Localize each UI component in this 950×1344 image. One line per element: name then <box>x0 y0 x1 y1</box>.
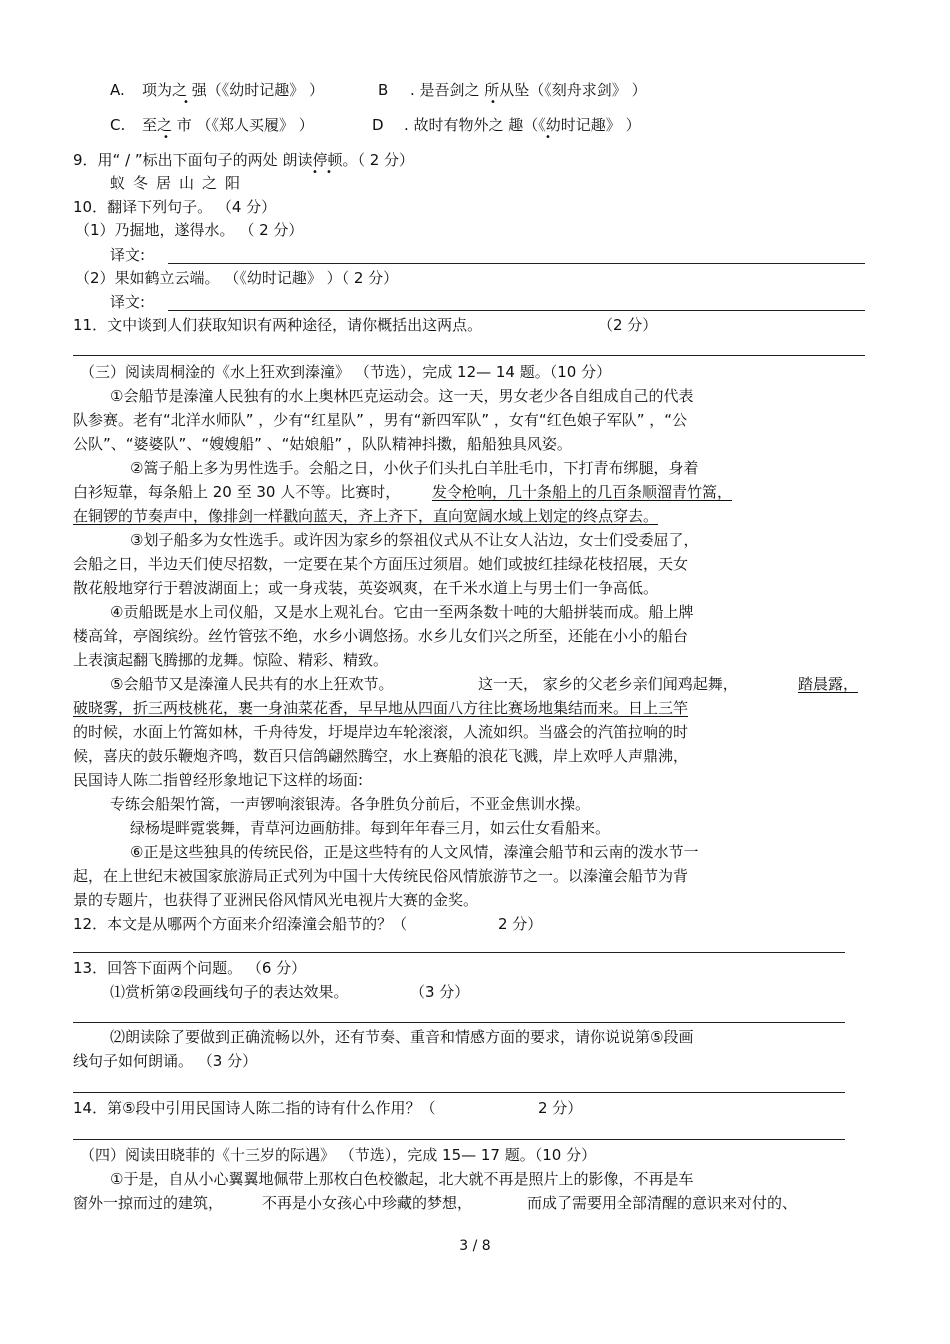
q13-sub-2: ⑵朗读除了要做到正确流畅以外，还有节奏、重音和情感方面的要求，请你说说第⑤段画 <box>110 1028 694 1046</box>
passage-line: 会船之日，半边天们使尽招数，一定要在某个方面压过须眉。她们或披红挂绿花枝招展，天女 <box>73 555 689 573</box>
passage-line: 窗外一掠而过的建筑， <box>73 1194 224 1212</box>
passage-line: ③划子船多为女性选手。或许因为家乡的祭祖仪式从不让女人沾边，女士们受委屈了， <box>130 531 699 549</box>
answer-line[interactable] <box>73 355 865 356</box>
q11-score: （2 分） <box>598 316 658 334</box>
passage-line: ④贡船既是水上司仪船，又是水上观礼台。它由一至两条数十吨的大船拼装而成。船上牌 <box>110 603 694 621</box>
q9-stem: 9．用“ / ”标出下面句子的两处 朗读停顿。（ 2 分） <box>73 151 415 169</box>
emphasis-dot: • <box>326 167 332 178</box>
translation-label: 译文: <box>110 293 146 311</box>
passage-line: ⑤会船节又是溱潼人民共有的水上狂欢节。 <box>110 675 394 693</box>
passage-line: 上表演起翻飞腾挪的龙舞。惊险、精彩、精致。 <box>73 651 389 669</box>
poem-line: 绿杨堤畔霓裳舞，青草河边画舫排。每到年年春三月，如云仕女看船来。 <box>130 819 611 837</box>
emphasis-dot: • <box>183 97 189 108</box>
emphasis-dot: • <box>163 132 169 143</box>
passage-line: 白衫短靠，每条船上 20 至 30 人不等。比赛时， <box>73 483 401 501</box>
passage-line: ②篙子船上多为男性选手。会船之日，小伙子们头扎白羊肚毛巾，下打青布绑腿，身着 <box>130 459 699 477</box>
q14-stem: 14．第⑤段中引用民国诗人陈二指的诗有什么作用？（ <box>73 1099 436 1117</box>
emphasis-dot: • <box>490 97 496 108</box>
passage-line: 这一天， 家乡的父老乡亲们闻鸡起舞， <box>478 675 738 693</box>
passage-line: ①会船节是溱潼人民独有的水上奥林匹克运动会。这一天，男女老少各自组成自己的代表 <box>110 387 694 405</box>
q10-item-2: （2）果如鹤立云端。 （《幼时记趣》 ）（ 2 分） <box>75 269 399 287</box>
page-number: 3 / 8 <box>459 1238 491 1254</box>
underlined-sentence: 踏晨露， <box>798 675 859 693</box>
q9-sentence: 蚁冬居山之阳 <box>110 174 249 192</box>
passage-line: 候，喜庆的鼓乐鞭炮齐鸣，数百只信鸽翩然腾空，水上赛船的浪花飞溅，岸上欢呼人声鼎沸， <box>73 747 689 765</box>
passage-line: 的时候，水面上竹篙如林，千舟待发，圩堤岸边车轮滚滚，人流如织。当盛会的汽笛拉响的时 <box>73 723 689 741</box>
q13-sub-2-cont: 线句子如何朗诵。 （3 分） <box>73 1052 258 1070</box>
emphasis-dot: • <box>545 132 551 143</box>
q10-item-1: （1）乃掘地，遂得水。 （ 2 分） <box>75 221 304 239</box>
passage-line: ⑥正是这些独具的传统民俗，正是这些特有的人文风情，溱潼会船节和云南的泼水节一 <box>130 843 699 861</box>
passage-line: 散花般地穿行于碧波湖面上；或一身戎装，英姿飒爽，在千米水道上与男士们一争高低。 <box>73 579 659 597</box>
passage-line: 民国诗人陈二指曾经形象地记下这样的场面: <box>73 771 364 789</box>
passage-line: 公队”、“婆婆队”、“嫂嫂船” 、“姑娘船” ，队队精神抖擞，船船独具风姿。 <box>73 435 572 453</box>
q13-sub-1-score: （3 分） <box>410 983 470 1001</box>
q8-option-a-letter: A. <box>110 81 125 99</box>
answer-line[interactable] <box>73 1022 845 1023</box>
passage-line: 景的专题片，也获得了亚洲民俗风情风光电视片大赛的金奖。 <box>73 891 479 909</box>
passage-line: 不再是小女孩心中珍藏的梦想， <box>262 1194 473 1212</box>
q13-stem: 13．回答下面两个问题。 （6 分） <box>73 959 307 977</box>
section4-heading: （四）阅读田晓菲的《十三岁的际遇》 （节选），完成 15— 17 题。（10 分） <box>80 1146 597 1164</box>
underlined-sentence: 破晓雾，折三两枝桃花，裹一身油菜花香，早早地从四面八方往比赛场地集结而来。日上三竿 <box>73 699 689 717</box>
q8-option-c-text: 至之 市 （《郑人买履》 ） <box>142 116 314 134</box>
passage-line: ①于是，自从小心翼翼地佩带上那枚白色校徽起，北大就不再是照片上的影像，不再是车 <box>110 1170 694 1188</box>
q12-score: 2 分） <box>498 915 543 933</box>
q10-stem: 10．翻译下列句子。 （4 分） <box>73 198 277 216</box>
answer-line[interactable] <box>168 310 865 311</box>
q8-option-d-text: . 故时有物外之 趣（《幼时记趣》 ） <box>404 116 641 134</box>
poem-line: 专练会船架竹篙，一声锣响滚银涛。各争胜负分前后，不亚金焦训水操。 <box>110 795 591 813</box>
passage-line: 起，在上世纪末被国家旅游局正式列为中国十大传统民俗风情旅游节之一。以溱潼会船节为背 <box>73 867 689 885</box>
q14-score: 2 分） <box>538 1099 583 1117</box>
section3-heading: （三）阅读周桐淦的《水上狂欢到溱潼》 （节选），完成 12— 14 题。（10 分） <box>80 363 612 381</box>
passage-line: 楼高耸，亭阁缤纷。丝竹管弦不绝，水乡小调悠扬。水乡儿女们兴之所至，还能在小小的船台 <box>73 627 689 645</box>
q12-stem: 12．本文是从哪两个方面来介绍溱潼会船节的？（ <box>73 915 408 933</box>
answer-line[interactable] <box>73 952 845 953</box>
passage-line: 队参赛。老有“北洋水师队” ，少有“红星队” ，男有“新四军队” ，女有“红色娘子军队” ，“公 <box>73 411 688 429</box>
answer-line[interactable] <box>73 1139 845 1140</box>
q13-sub-1: ⑴赏析第②段画线句子的表达效果。 <box>110 983 349 1001</box>
underlined-sentence: 在铜锣的节奏声中，像排剑一样戳向蓝天，齐上齐下，直向宽阔水域上划定的终点穿去。 <box>73 507 659 525</box>
underlined-sentence: 发令枪响，几十条船上的几百条顺溜青竹篙， <box>432 483 733 501</box>
q11-stem: 11．文中谈到人们获取知识有两种途径，请你概括出这两点。 <box>73 316 483 334</box>
q8-option-d-letter: D <box>372 116 384 134</box>
q8-option-b-text: . 是吾剑之 所从坠（《刻舟求剑》 ） <box>410 81 647 99</box>
answer-line[interactable] <box>168 263 865 264</box>
q8-option-c-letter: C. <box>110 116 126 134</box>
passage-line: 而成了需要用全部清醒的意识来对付的、 <box>527 1194 798 1212</box>
q8-option-b-letter: B <box>378 81 389 99</box>
translation-label: 译文: <box>110 246 146 264</box>
emphasis-dot: • <box>312 167 318 178</box>
answer-line[interactable] <box>73 1092 845 1093</box>
q8-option-a-text: 项为之 强（《幼时记趣》 ） <box>142 81 325 99</box>
